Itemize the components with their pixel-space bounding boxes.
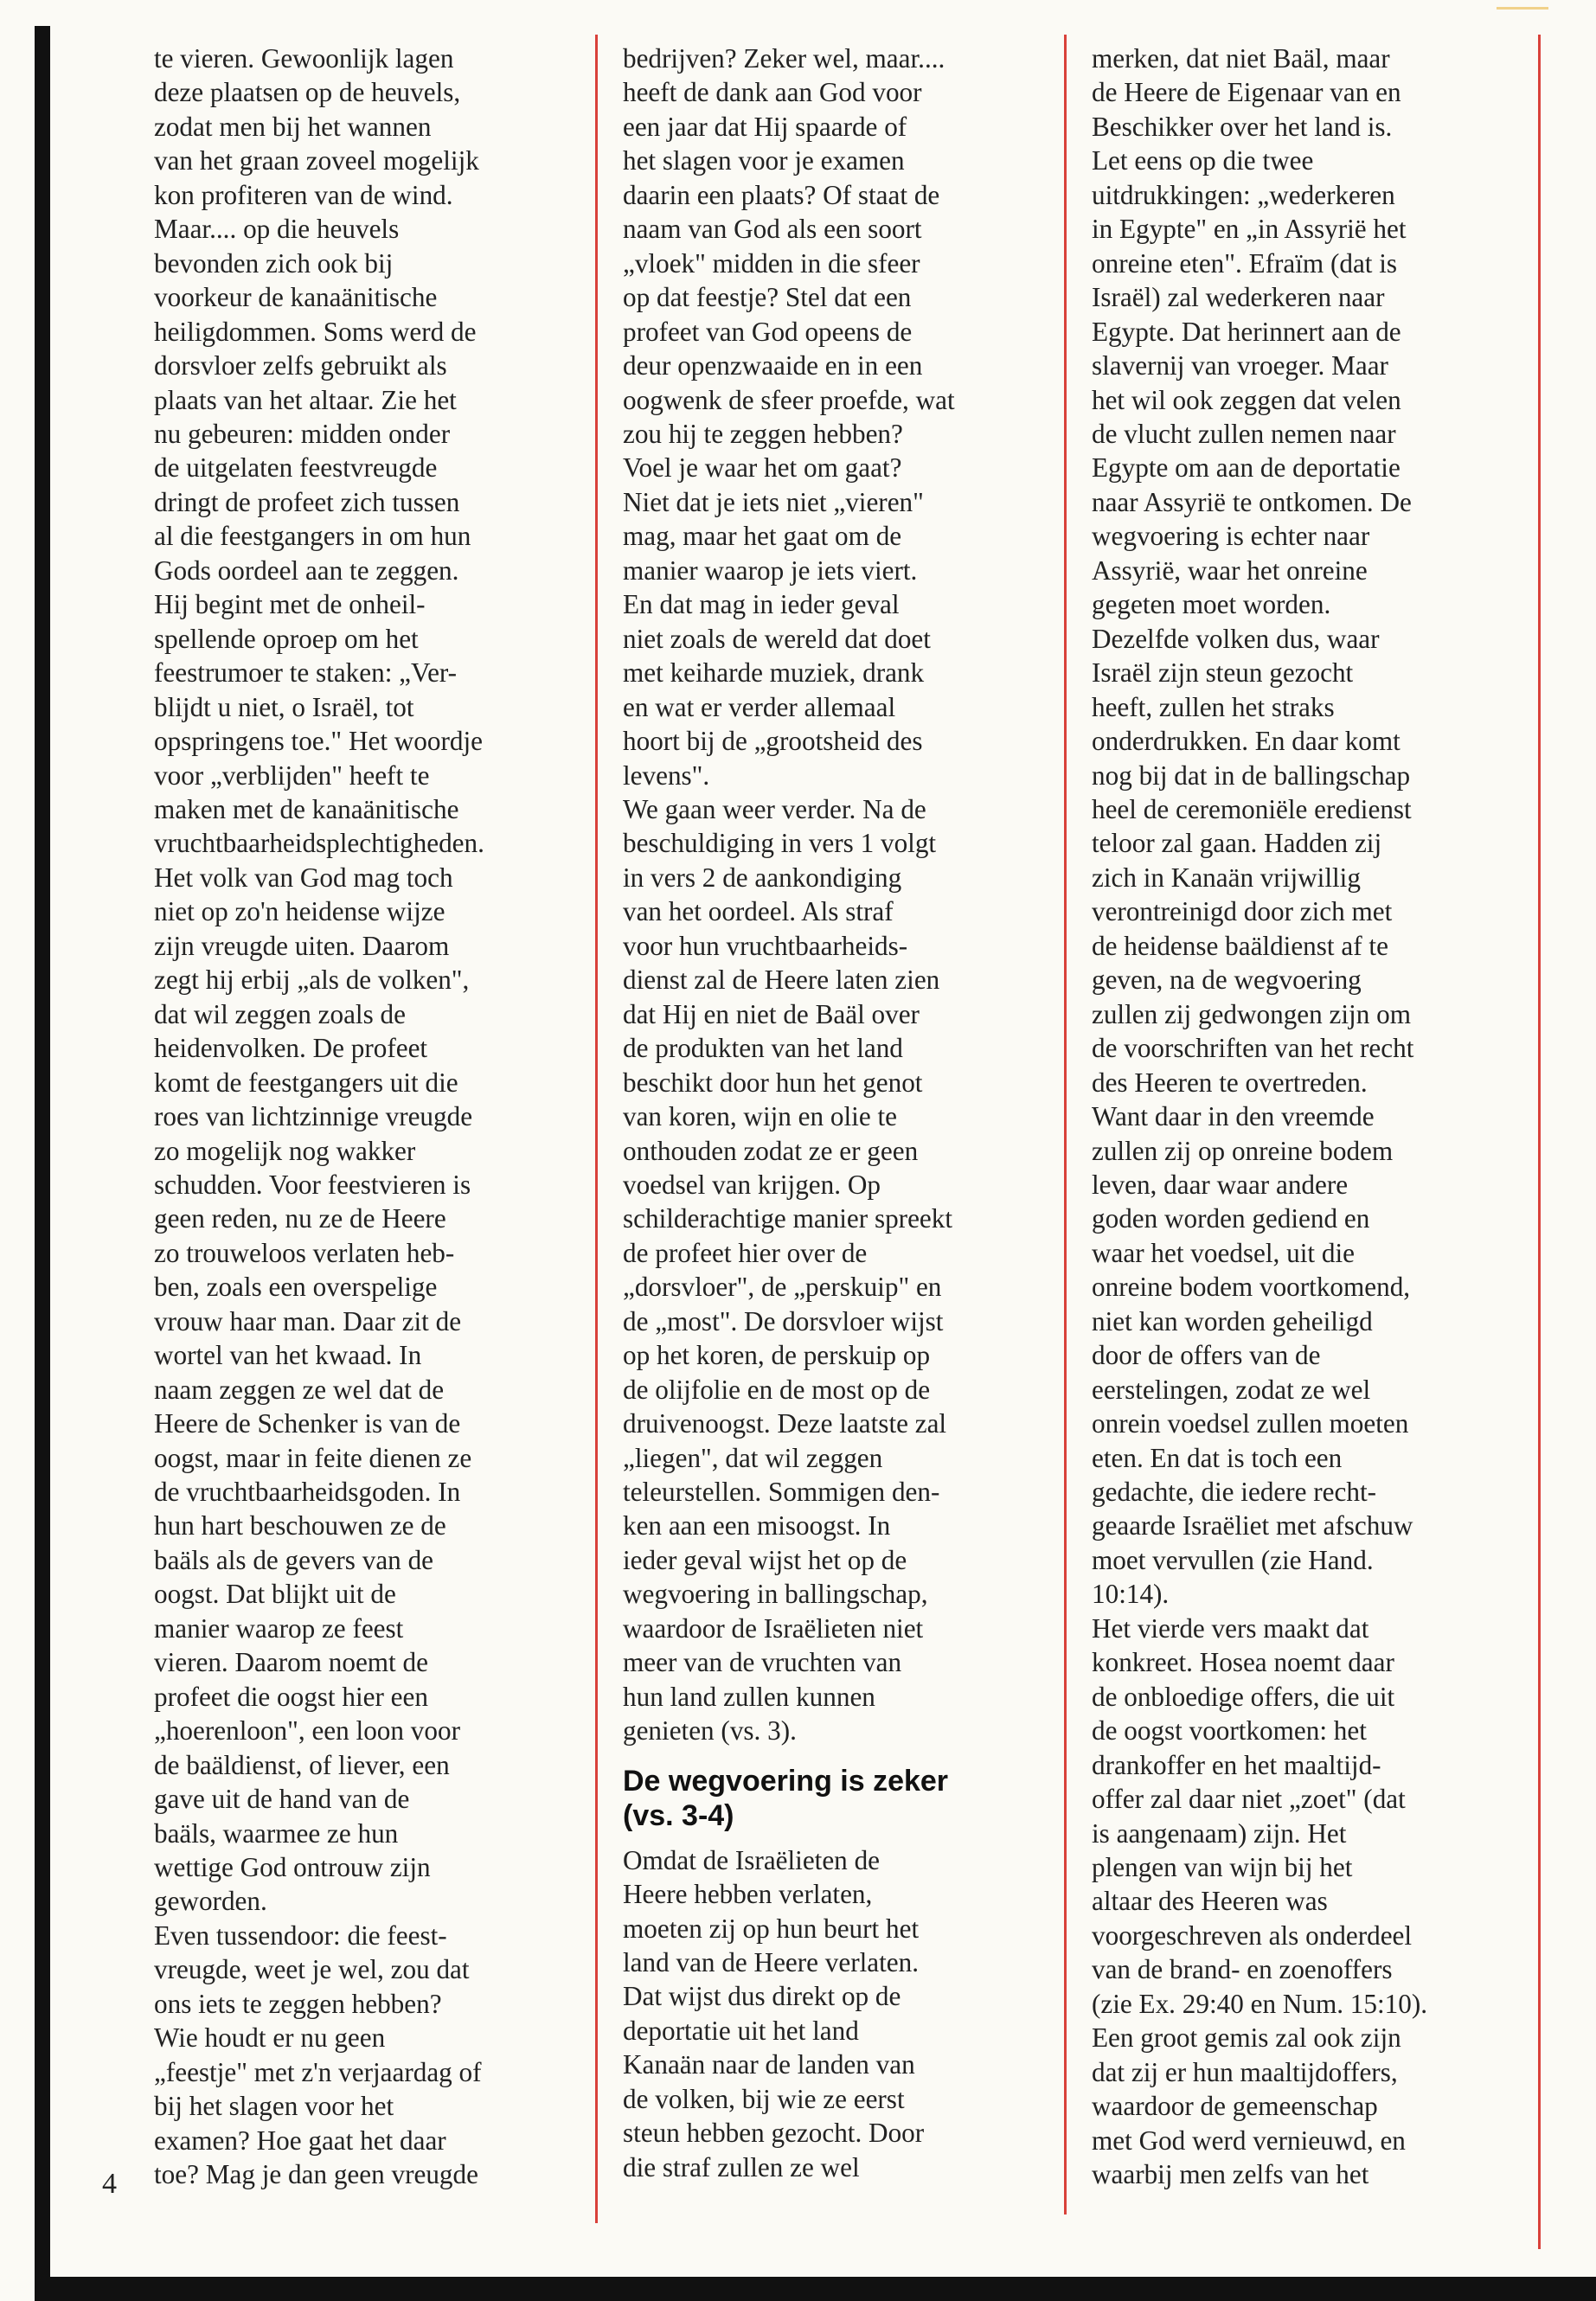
text-line: geaarde Israëliet met afschuw <box>1092 1510 1413 1541</box>
text-line: hun land zullen kunnen <box>623 1681 875 1712</box>
text-line: geen reden, nu ze de Heere <box>154 1203 446 1234</box>
text-line: bevonden zich ook bij <box>154 247 394 279</box>
text-line: voorgeschreven als onderdeel <box>1092 1920 1413 1951</box>
text-line: plaats van het altaar. Zie het <box>154 384 457 415</box>
text-line: waar het voedsel, uit die <box>1092 1237 1355 1268</box>
text-line: leven, daar waar andere <box>1092 1169 1349 1200</box>
text-line: onreine bodem voortkomend, <box>1092 1272 1411 1303</box>
text-line: de profeet hier over de <box>623 1237 868 1268</box>
text-line: de Heere de Eigenaar van en <box>1092 77 1401 108</box>
text-line: het wil ook zeggen dat velen <box>1092 384 1401 415</box>
text-line: Beschikker over het land is. <box>1092 111 1393 142</box>
text-line: Egypte. Dat herinnert aan de <box>1092 316 1401 347</box>
text-line: vieren. Daarom noemt de <box>154 1647 428 1678</box>
text-line: Het volk van God mag toch <box>154 862 453 893</box>
column-rule-2 <box>1064 35 1067 2214</box>
text-line: baäls als de gevers van de <box>154 1544 434 1575</box>
text-line: dienst zal de Heere laten zien <box>623 965 940 996</box>
text-line: zijn vreugde uiten. Daarom <box>154 930 450 961</box>
text-line: dat Hij en niet de Baäl over <box>623 998 920 1029</box>
text-line: waardoor de gemeenschap <box>1092 2091 1378 2122</box>
text-line: al die feestgangers in om hun <box>154 521 471 552</box>
text-line: moeten zij op hun beurt het <box>623 1913 920 1944</box>
text-line: zegt hij erbij „als de volken", <box>154 965 470 996</box>
text-line: heiligdommen. Soms werd de <box>154 316 477 347</box>
text-line: ons iets te zeggen hebben? <box>154 1988 442 2019</box>
text-line: de voorschriften van het recht <box>1092 1033 1414 1064</box>
text-line: naar Assyrië te ontkomen. De <box>1092 486 1412 517</box>
text-line: geven, na de wegvoering <box>1092 965 1362 996</box>
text-line: wegvoering is echter naar <box>1092 521 1370 552</box>
text-line: deze plaatsen op de heuvels, <box>154 77 461 108</box>
text-line: moet vervullen (zie Hand. <box>1092 1544 1374 1575</box>
text-line: Dezelfde volken dus, waar <box>1092 623 1380 654</box>
text-line: vreugde, weet je wel, zou dat <box>154 1954 470 1985</box>
text-line: in Egypte" en „in Assyrië het <box>1092 214 1407 245</box>
text-line: gegeten moet worden. <box>1092 589 1331 620</box>
text-line: Want daar in den vreemde <box>1092 1101 1375 1132</box>
text-line: beschikt door hun het genot <box>623 1067 923 1098</box>
text-line: spellende oproep om het <box>154 623 419 654</box>
text-line: eten. En dat is toch een <box>1092 1442 1343 1473</box>
text-line: baäls, waarmee ze hun <box>154 1817 399 1849</box>
text-line: manier waarop je iets viert. <box>623 554 918 586</box>
text-line: onderdrukken. En daar komt <box>1092 726 1401 757</box>
page-bottom-bar <box>35 2277 1596 2301</box>
text-line: de „most". De dorsvloer wijst <box>623 1305 944 1336</box>
text-line: Israël zijn steun gezocht <box>1092 657 1354 689</box>
text-line: Kanaän naar de landen van <box>623 2049 915 2080</box>
text-line: door de offers van de <box>1092 1340 1321 1371</box>
text-line: waarbij men zelfs van het <box>1092 2159 1369 2190</box>
text-line: op dat feestje? Stel dat een <box>623 282 912 313</box>
text-line: 10:14). <box>1092 1579 1170 1610</box>
text-line: dringt de profeet zich tussen <box>154 486 460 517</box>
text-line: onreine eten". Efraïm (dat is <box>1092 247 1398 279</box>
text-line: onthouden zodat ze er geen <box>623 1135 919 1166</box>
text-line: zou hij te zeggen hebben? <box>623 418 903 449</box>
text-line: de oogst voortkomen: het <box>1092 1715 1367 1747</box>
text-line: zich in Kanaän vrijwillig <box>1092 862 1361 893</box>
text-line: Gods oordeel aan te zeggen. <box>154 554 459 586</box>
text-line: zodat men bij het wannen <box>154 111 432 142</box>
text-line: genieten (vs. 3). <box>623 1715 797 1747</box>
text-line: vrouw haar man. Daar zit de <box>154 1305 462 1336</box>
text-line: gedachte, die iedere recht- <box>1092 1477 1376 1508</box>
text-line: voor „verblijden" heeft te <box>154 760 430 791</box>
text-line: land van de Heere verlaten. <box>623 1947 920 1978</box>
text-line: zullen zij gedwongen zijn om <box>1092 998 1411 1029</box>
text-line: Israël) zal wederkeren naar <box>1092 282 1385 313</box>
section-heading: (vs. 3-4) <box>623 1798 734 1832</box>
text-line: de heidense baäldienst af te <box>1092 930 1388 961</box>
column-rule-1 <box>595 35 598 2223</box>
text-line: steun hebben gezocht. Door <box>623 2118 925 2149</box>
text-line: verontreinigd door zich met <box>1092 896 1393 927</box>
text-line: meer van de vruchten van <box>623 1647 902 1678</box>
text-line: hun hart beschouwen ze de <box>154 1510 446 1541</box>
text-line: drankoffer en het maaltijd- <box>1092 1749 1381 1780</box>
text-line: heeft, zullen het straks <box>1092 691 1335 722</box>
text-line: des Heeren te overtreden. <box>1092 1067 1368 1098</box>
text-line: niet op zo'n heidense wijze <box>154 896 445 927</box>
text-line: schilderachtige manier spreekt <box>623 1203 953 1234</box>
text-line: zo trouweloos verlaten heb- <box>154 1237 455 1268</box>
text-line: wettige God ontrouw zijn <box>154 1852 431 1883</box>
text-line: van koren, wijn en olie te <box>623 1101 897 1132</box>
text-line: dorsvloer zelfs gebruikt als <box>154 350 447 381</box>
column-rule-3 <box>1538 35 1541 2249</box>
text-line: druivenoogst. Deze laatste zal <box>623 1408 947 1439</box>
text-line: ieder geval wijst het op de <box>623 1544 907 1575</box>
text-line: van de brand- en zoenoffers <box>1092 1954 1393 1985</box>
text-line: heidenvolken. De profeet <box>154 1033 428 1064</box>
text-line: bedrijven? Zeker wel, maar.... <box>623 43 945 74</box>
text-line: van het oordeel. Als straf <box>623 896 894 927</box>
text-line: de produkten van het land <box>623 1033 903 1064</box>
text-line: „vloek" midden in die sfeer <box>623 247 920 279</box>
text-line: bij het slagen voor het <box>154 2091 394 2122</box>
text-line: Egypte om aan de deportatie <box>1092 452 1401 484</box>
section-heading: De wegvoering is zeker <box>623 1764 949 1798</box>
text-line: mag, maar het gaat om de <box>623 521 902 552</box>
text-line: Assyrië, waar het onreine <box>1092 554 1368 586</box>
heading-spacer <box>623 1748 1055 1764</box>
text-line: de vlucht zullen nemen naar <box>1092 418 1396 449</box>
text-line: vruchtbaarheidsplechtigheden. <box>154 828 484 859</box>
text-column-1 <box>154 42 586 2192</box>
text-line: opspringens toe." Het woordje <box>154 726 483 757</box>
text-line: geworden. <box>154 1886 267 1917</box>
text-line: Hij begint met de onheil- <box>154 589 426 620</box>
text-line: „hoerenloon", een loon voor <box>154 1715 460 1747</box>
text-line: zo mogelijk nog wakker <box>154 1135 416 1166</box>
text-line: heel de ceremoniële eredienst <box>1092 793 1412 824</box>
text-line: Omdat de Israëlieten de <box>623 1844 881 1875</box>
text-line: uitdrukkingen: „wederkeren <box>1092 179 1395 210</box>
text-line: zullen zij op onreine bodem <box>1092 1135 1394 1166</box>
text-line: deportatie uit het land <box>623 2015 859 2046</box>
text-line: teleurstellen. Sommigen den- <box>623 1477 940 1508</box>
text-line: altaar des Heeren was <box>1092 1886 1328 1917</box>
text-line: dat zij er hun maaltijdoffers, <box>1092 2056 1398 2087</box>
text-line: maken met de kanaänitische <box>154 793 459 824</box>
text-line: die straf zullen ze wel <box>623 2151 860 2182</box>
text-line: konkreet. Hosea noemt daar <box>1092 1647 1394 1678</box>
text-line: oogst, maar in feite dienen ze <box>154 1442 472 1473</box>
text-line: ben, zoals een overspelige <box>154 1272 438 1303</box>
text-line: „feestje" met z'n verjaardag of <box>154 2056 482 2087</box>
text-line: niet kan worden geheiligd <box>1092 1305 1373 1336</box>
text-line: de uitgelaten feestvreugde <box>154 452 438 484</box>
text-line: onrein voedsel zullen moeten <box>1092 1408 1409 1439</box>
text-line: „liegen", dat wil zeggen <box>623 1442 883 1473</box>
text-line: manier waarop ze feest <box>154 1612 404 1644</box>
text-line: levens". <box>623 760 710 791</box>
text-line: oogst. Dat blijkt uit de <box>154 1579 396 1610</box>
text-line: op het koren, de perskuip op <box>623 1340 931 1371</box>
text-line: offer zal daar niet „zoet" (dat <box>1092 1784 1406 1815</box>
text-line: de baäldienst, of liever, een <box>154 1749 450 1780</box>
text-line: roes van lichtzinnige vreugde <box>154 1101 473 1132</box>
text-line: „dorsvloer", de „perskuip" en <box>623 1272 942 1303</box>
text-line: voedsel van krijgen. Op <box>623 1169 881 1200</box>
text-line: Heere hebben verlaten, <box>623 1879 873 1910</box>
text-line: Wie houdt er nu geen <box>154 2022 386 2054</box>
text-line: beschuldiging in vers 1 volgt <box>623 828 937 859</box>
text-line: niet zoals de wereld dat doet <box>623 623 931 654</box>
text-line: Het vierde vers maakt dat <box>1092 1612 1369 1644</box>
text-line: een jaar dat Hij spaarde of <box>623 111 907 142</box>
text-line: de onbloedige offers, die uit <box>1092 1681 1395 1712</box>
text-line: Niet dat je iets niet „vieren" <box>623 486 924 517</box>
text-line: de vruchtbaarheidsgoden. In <box>154 1477 461 1508</box>
text-line: Maar.... op die heuvels <box>154 214 400 245</box>
text-line: Let eens op die twee <box>1092 145 1314 176</box>
text-line: wegvoering in ballingschap, <box>623 1579 928 1610</box>
text-line: het slagen voor je examen <box>623 145 905 176</box>
text-line: waardoor de Israëlieten niet <box>623 1612 924 1644</box>
text-line: kon profiteren van de wind. <box>154 179 453 210</box>
text-line: hoort bij de „grootsheid des <box>623 726 923 757</box>
text-column-2 <box>623 42 1055 2184</box>
text-line: plengen van wijn bij het <box>1092 1852 1353 1883</box>
text-line: en wat er verder allemaal <box>623 691 896 722</box>
text-line: We gaan weer verder. Na de <box>623 793 926 824</box>
text-line: ken aan een misoogst. In <box>623 1510 891 1541</box>
text-line: Dat wijst dus direkt op de <box>623 1981 901 2012</box>
text-line: teloor zal gaan. Hadden zij <box>1092 828 1382 859</box>
page-number: 4 <box>102 2168 117 2200</box>
text-line: van het graan zoveel mogelijk <box>154 145 479 176</box>
text-line: oogwenk de sfeer proefde, wat <box>623 384 955 415</box>
text-line: Even tussendoor: die feest- <box>154 1920 447 1951</box>
text-line: nog bij dat in de ballingschap <box>1092 760 1411 791</box>
text-line: (zie Ex. 29:40 en Num. 15:10). <box>1092 1988 1428 2019</box>
text-line: voorkeur de kanaänitische <box>154 282 438 313</box>
page-spine-bar <box>35 26 50 2301</box>
text-line: in vers 2 de aankondiging <box>623 862 902 893</box>
text-line: toe? Mag je dan geen vreugde <box>154 2159 478 2190</box>
text-line: naam zeggen ze wel dat de <box>154 1374 445 1405</box>
text-line: komt de feestgangers uit die <box>154 1067 458 1098</box>
text-line: merken, dat niet Baäl, maar <box>1092 43 1390 74</box>
text-line: deur openzwaaide en in een <box>623 350 923 381</box>
text-line: met keiharde muziek, drank <box>623 657 925 689</box>
text-line: de volken, bij wie ze eerst <box>623 2083 905 2114</box>
text-line: profeet die oogst hier een <box>154 1681 428 1712</box>
text-line: Een groot gemis zal ook zijn <box>1092 2022 1401 2054</box>
text-line: is aangenaam) zijn. Het <box>1092 1817 1347 1849</box>
text-line: profeet van God opeens de <box>623 316 913 347</box>
text-line: blijdt u niet, o Israël, tot <box>154 691 414 722</box>
text-line: eerstelingen, zodat ze wel <box>1092 1374 1371 1405</box>
text-line: heeft de dank aan God voor <box>623 77 922 108</box>
text-column-3 <box>1092 42 1524 2192</box>
text-line: voor hun vruchtbaarheids- <box>623 930 908 961</box>
text-line: de olijfolie en de most op de <box>623 1374 931 1405</box>
text-line: En dat mag in ieder geval <box>623 589 900 620</box>
text-line: nu gebeuren: midden onder <box>154 418 451 449</box>
text-line: goden worden gediend en <box>1092 1203 1370 1234</box>
text-line: naam van God als een soort <box>623 214 922 245</box>
text-line: examen? Hoe gaat het daar <box>154 2125 446 2156</box>
top-edge-mark <box>1497 7 1548 10</box>
text-line: met God werd vernieuwd, en <box>1092 2125 1406 2156</box>
text-line: te vieren. Gewoonlijk lagen <box>154 43 454 74</box>
text-line: Heere de Schenker is van de <box>154 1408 461 1439</box>
text-line: wortel van het kwaad. In <box>154 1340 422 1371</box>
text-line: Voel je waar het om gaat? <box>623 452 902 484</box>
heading-spacer <box>623 1833 1055 1843</box>
text-line: schudden. Voor feestvieren is <box>154 1169 471 1200</box>
text-line: dat wil zeggen zoals de <box>154 998 406 1029</box>
text-line: feestrumoer te staken: „Ver- <box>154 657 458 689</box>
text-line: gave uit de hand van de <box>154 1784 410 1815</box>
text-line: daarin een plaats? Of staat de <box>623 179 940 210</box>
text-line: slavernij van vroeger. Maar <box>1092 350 1388 381</box>
